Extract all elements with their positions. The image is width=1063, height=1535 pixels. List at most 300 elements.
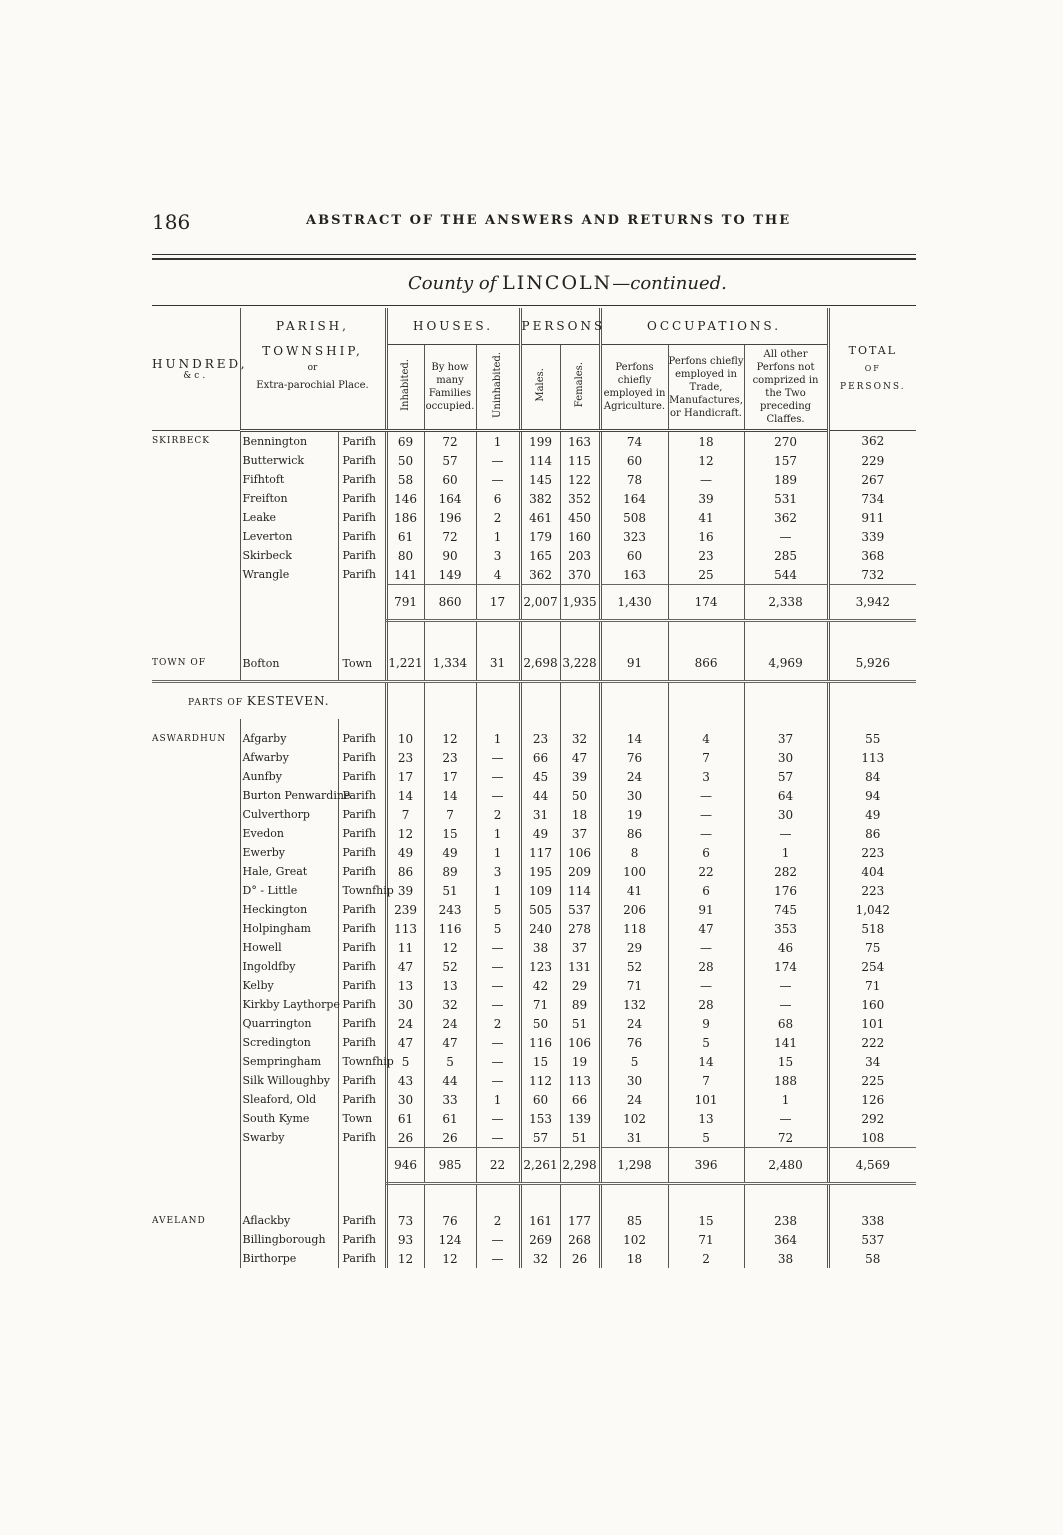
agriculture-value: 102 [600, 1230, 668, 1249]
males-value: 269 [520, 1230, 560, 1249]
uninhabited-value: 1 [476, 729, 520, 748]
total-value: 537 [828, 1230, 916, 1249]
agriculture-value: 71 [600, 976, 668, 995]
blank-cell [338, 621, 386, 647]
males-value: 117 [520, 843, 560, 862]
males-value: 50 [520, 1014, 560, 1033]
inhabited-value: 12 [386, 1249, 424, 1268]
females-value: 26 [560, 1249, 600, 1268]
table-row [152, 1211, 916, 1230]
blank-cell [240, 621, 338, 647]
females-value: 106 [560, 843, 600, 862]
total-value: 518 [828, 919, 916, 938]
place-name: Sleaford, Old [240, 1090, 338, 1109]
total-value: 101 [828, 1014, 916, 1033]
subtotal-uninhabited: 17 [476, 585, 520, 621]
total-value: 34 [828, 1052, 916, 1071]
table-row [152, 527, 916, 546]
place-kind: Parifh [338, 995, 386, 1014]
uninhabited-value: — [476, 786, 520, 805]
agriculture-value: 14 [600, 729, 668, 748]
total-value: 225 [828, 1071, 916, 1090]
trade-value: 13 [668, 1109, 744, 1128]
trade-value: — [668, 976, 744, 995]
blank-cell [152, 1148, 240, 1184]
hundred-cell [152, 805, 240, 824]
inhabited-value: 30 [386, 995, 424, 1014]
inhabited-value: 23 [386, 748, 424, 767]
males-value: 461 [520, 508, 560, 527]
table-row [152, 1128, 916, 1148]
hundred-cell [152, 470, 240, 489]
families-value: 23 [424, 748, 476, 767]
place-kind: Parifh [338, 957, 386, 976]
place-name: Burton Penwardine [240, 786, 338, 805]
blank-cell [828, 719, 916, 729]
families-value: 116 [424, 919, 476, 938]
females-value: 18 [560, 805, 600, 824]
hundred-cell [152, 748, 240, 767]
families-value: 7 [424, 805, 476, 824]
place-name: Birthorpe [240, 1249, 338, 1268]
other-value: 1 [744, 1090, 828, 1109]
other-value: 362 [744, 508, 828, 527]
blank-cell [386, 682, 424, 720]
hundred-cell: ASWARDHUN [152, 733, 227, 744]
agriculture-value: 323 [600, 527, 668, 546]
place-kind: Parifh [338, 1071, 386, 1090]
total-value: 368 [828, 546, 916, 565]
other-value: 72 [744, 1128, 828, 1148]
place-name: Afwarby [240, 748, 338, 767]
agriculture-value: 5 [600, 1052, 668, 1071]
inhabited-value: 17 [386, 767, 424, 786]
subtotal-agriculture: 1,430 [600, 585, 668, 621]
blank-cell [152, 585, 240, 621]
other-value: 282 [744, 862, 828, 881]
females-value: 51 [560, 1128, 600, 1148]
other-value: 189 [744, 470, 828, 489]
subtotal-agriculture: 1,298 [600, 1148, 668, 1184]
col-parish-title [240, 308, 386, 345]
agriculture-value: 164 [600, 489, 668, 508]
col-total-line3: PERSONS. [840, 382, 906, 392]
place-kind: Parifh [338, 1090, 386, 1109]
place-name: Aflackby [240, 1211, 338, 1230]
females-value: 163 [560, 431, 600, 452]
agriculture-value: 76 [600, 748, 668, 767]
inhabited-value: 61 [386, 1109, 424, 1128]
place-name: Bofton [240, 646, 338, 682]
subtotal-other: 2,338 [744, 585, 828, 621]
header-rule-top [152, 254, 916, 255]
males-value: 49 [520, 824, 560, 843]
hundred-cell [152, 976, 240, 995]
families-value: 5 [424, 1052, 476, 1071]
trade-value: 6 [668, 843, 744, 862]
hundred-cell [152, 508, 240, 527]
trade-value: 23 [668, 546, 744, 565]
county-suffix: —continued. [612, 273, 727, 294]
place-name: Swarby [240, 1128, 338, 1148]
trade-value: — [668, 824, 744, 843]
trade-value: 14 [668, 1052, 744, 1071]
place-kind: Parifh [338, 1033, 386, 1052]
other-value: 64 [744, 786, 828, 805]
families-value: 44 [424, 1071, 476, 1090]
col-parish-line1: PARISH, [276, 319, 349, 334]
place-kind: Parifh [338, 1249, 386, 1268]
place-name: Skirbeck [240, 546, 338, 565]
females-value: 352 [560, 489, 600, 508]
females-value: 51 [560, 1014, 600, 1033]
trade-value: 7 [668, 748, 744, 767]
females-value: 32 [560, 729, 600, 748]
col-total-line1: TOTAL [848, 344, 897, 357]
col-trade: Perfons chiefly employed in Trade, Manufactures, or Handicraft. [668, 345, 744, 431]
agriculture-value: 18 [600, 1249, 668, 1268]
place-name: Freifton [240, 489, 338, 508]
running-head: ABSTRACT OF THE ANSWERS AND RETURNS TO THE [306, 213, 792, 228]
col-families: By how many Families occupied. [424, 345, 476, 431]
uninhabited-value: — [476, 1230, 520, 1249]
subtotal-total: 3,942 [828, 585, 916, 621]
agriculture-value: 24 [600, 1090, 668, 1109]
trade-value: 47 [668, 919, 744, 938]
table-row [152, 489, 916, 508]
uninhabited-value: 1 [476, 881, 520, 900]
table-row [152, 900, 916, 919]
other-value: 38 [744, 1249, 828, 1268]
blank-cell [520, 719, 560, 729]
other-value: 285 [744, 546, 828, 565]
blank-cell [240, 585, 338, 621]
place-kind: Parifh [338, 1211, 386, 1230]
subtotal-families: 985 [424, 1148, 476, 1184]
families-value: 14 [424, 786, 476, 805]
inhabited-value: 86 [386, 862, 424, 881]
place-kind: Townfhip [338, 881, 386, 900]
other-value: 15 [744, 1052, 828, 1071]
families-value: 24 [424, 1014, 476, 1033]
females-value: 268 [560, 1230, 600, 1249]
place-name: Scredington [240, 1033, 338, 1052]
hundred-cell [152, 565, 240, 585]
place-name: Culverthorp [240, 805, 338, 824]
males-value: 199 [520, 431, 560, 452]
males-value: 165 [520, 546, 560, 565]
uninhabited-value: 1 [476, 824, 520, 843]
families-value: 72 [424, 527, 476, 546]
inhabited-value: 113 [386, 919, 424, 938]
place-name: Quarrington [240, 1014, 338, 1033]
uninhabited-value: 2 [476, 805, 520, 824]
trade-value: 5 [668, 1128, 744, 1148]
trade-value: 4 [668, 729, 744, 748]
hundred-cell [152, 527, 240, 546]
agriculture-value: 206 [600, 900, 668, 919]
total-value: 5,926 [828, 646, 916, 682]
blank-cell [600, 719, 668, 729]
females-value: 537 [560, 900, 600, 919]
blank-cell [600, 1184, 668, 1212]
total-value: 734 [828, 489, 916, 508]
other-value: — [744, 976, 828, 995]
uninhabited-value: — [476, 957, 520, 976]
census-table [152, 308, 916, 1268]
agriculture-value: 52 [600, 957, 668, 976]
inhabited-value: 50 [386, 451, 424, 470]
col-other: All other Perfons not comprized in the Two preceding Claffes. [744, 345, 828, 431]
total-value: 223 [828, 881, 916, 900]
agriculture-value: 163 [600, 565, 668, 585]
males-value: 112 [520, 1071, 560, 1090]
place-name: Sempringham [240, 1052, 338, 1071]
uninhabited-value: 1 [476, 1090, 520, 1109]
place-kind: Parifh [338, 900, 386, 919]
place-kind: Parifh [338, 843, 386, 862]
males-value: 66 [520, 748, 560, 767]
table-row [152, 1109, 916, 1128]
trade-value: 22 [668, 862, 744, 881]
males-value: 23 [520, 729, 560, 748]
inhabited-value: 12 [386, 824, 424, 843]
total-value: 254 [828, 957, 916, 976]
trade-value: 28 [668, 995, 744, 1014]
place-name: Heckington [240, 900, 338, 919]
females-value: 114 [560, 881, 600, 900]
table-row [152, 938, 916, 957]
blank-cell [560, 682, 600, 720]
table-row [152, 546, 916, 565]
blank-cell [152, 719, 240, 729]
females-value: 47 [560, 748, 600, 767]
males-value: 145 [520, 470, 560, 489]
hundred-cell [152, 824, 240, 843]
hundred-cell [152, 1249, 240, 1268]
place-name: Ewerby [240, 843, 338, 862]
hundred-cell [152, 843, 240, 862]
males-value: 45 [520, 767, 560, 786]
uninhabited-value: 3 [476, 546, 520, 565]
place-kind: Parifh [338, 805, 386, 824]
place-kind: Parifh [338, 470, 386, 489]
table-row [152, 957, 916, 976]
total-value: 338 [828, 1211, 916, 1230]
blank-cell [338, 1148, 386, 1184]
hundred-cell [152, 881, 240, 900]
place-name: Aunfby [240, 767, 338, 786]
total-value: 160 [828, 995, 916, 1014]
families-value: 32 [424, 995, 476, 1014]
uninhabited-value: — [476, 1071, 520, 1090]
blank-cell [152, 1184, 240, 1212]
inhabited-value: 49 [386, 843, 424, 862]
section-heading [152, 682, 386, 720]
agriculture-value: 30 [600, 1071, 668, 1090]
hundred-cell [152, 1052, 240, 1071]
families-value: 124 [424, 1230, 476, 1249]
subtotal-inhabited: 791 [386, 585, 424, 621]
blank-cell [668, 1184, 744, 1212]
uninhabited-value: — [476, 938, 520, 957]
blank-cell [338, 1184, 386, 1212]
subtotal-uninhabited: 22 [476, 1148, 520, 1184]
uninhabited-value: 4 [476, 565, 520, 585]
trade-value: 866 [668, 646, 744, 682]
table-row [152, 646, 916, 682]
census-body [152, 431, 916, 1269]
females-value: 115 [560, 451, 600, 470]
agriculture-value: 60 [600, 451, 668, 470]
families-value: 60 [424, 470, 476, 489]
table-row [152, 508, 916, 527]
place-kind: Parifh [338, 1014, 386, 1033]
trade-value: 25 [668, 565, 744, 585]
spacer-row [152, 1184, 916, 1212]
place-name: Butterwick [240, 451, 338, 470]
females-value: 3,228 [560, 646, 600, 682]
table-row [152, 1071, 916, 1090]
table-row [152, 1090, 916, 1109]
females-value: 139 [560, 1109, 600, 1128]
families-value: 12 [424, 1249, 476, 1268]
families-value: 164 [424, 489, 476, 508]
hundred-cell [152, 1033, 240, 1052]
families-value: 13 [424, 976, 476, 995]
agriculture-value: 102 [600, 1109, 668, 1128]
table-row [152, 843, 916, 862]
females-value: 29 [560, 976, 600, 995]
trade-value: 9 [668, 1014, 744, 1033]
total-value: 339 [828, 527, 916, 546]
males-value: 60 [520, 1090, 560, 1109]
place-name: South Kyme [240, 1109, 338, 1128]
blank-cell [476, 621, 520, 647]
place-name: Evedon [240, 824, 338, 843]
col-houses: HOUSES. [386, 308, 520, 345]
agriculture-value: 76 [600, 1033, 668, 1052]
subtotal-inhabited: 946 [386, 1148, 424, 1184]
trade-value: 91 [668, 900, 744, 919]
families-value: 15 [424, 824, 476, 843]
trade-value: — [668, 938, 744, 957]
males-value: 240 [520, 919, 560, 938]
col-uninhabited [476, 345, 520, 431]
place-kind: Parifh [338, 919, 386, 938]
col-persons: PERSONS [520, 308, 600, 345]
total-value: 113 [828, 748, 916, 767]
uninhabited-value: 5 [476, 900, 520, 919]
place-kind: Parifh [338, 862, 386, 881]
agriculture-value: 86 [600, 824, 668, 843]
families-value: 89 [424, 862, 476, 881]
other-value: — [744, 824, 828, 843]
males-value: 123 [520, 957, 560, 976]
blank-cell [744, 719, 828, 729]
families-value: 90 [424, 546, 476, 565]
blank-cell [560, 719, 600, 729]
blank-cell [386, 719, 424, 729]
agriculture-value: 132 [600, 995, 668, 1014]
males-value: 31 [520, 805, 560, 824]
hundred-cell [152, 938, 240, 957]
hundred-cell [152, 957, 240, 976]
trade-value: 41 [668, 508, 744, 527]
blank-cell [668, 682, 744, 720]
total-value: 292 [828, 1109, 916, 1128]
other-value: 57 [744, 767, 828, 786]
inhabited-value: 24 [386, 1014, 424, 1033]
blank-cell [744, 1184, 828, 1212]
agriculture-value: 74 [600, 431, 668, 452]
inhabited-value: 1,221 [386, 646, 424, 682]
inhabited-value: 10 [386, 729, 424, 748]
total-value: 267 [828, 470, 916, 489]
blank-cell [520, 1184, 560, 1212]
place-name: Howell [240, 938, 338, 957]
total-value: 86 [828, 824, 916, 843]
hundred-cell [152, 1014, 240, 1033]
agriculture-value: 19 [600, 805, 668, 824]
place-name: Leverton [240, 527, 338, 546]
col-uninhabited-label: Uninhabited. [492, 351, 504, 419]
place-kind: Parifh [338, 565, 386, 585]
blank-cell [600, 682, 668, 720]
place-kind: Parifh [338, 976, 386, 995]
families-value: 196 [424, 508, 476, 527]
families-value: 57 [424, 451, 476, 470]
other-value: 174 [744, 957, 828, 976]
males-value: 38 [520, 938, 560, 957]
females-value: 209 [560, 862, 600, 881]
hundred-cell [152, 489, 240, 508]
other-value: 37 [744, 729, 828, 748]
place-name: D° - Little [240, 881, 338, 900]
males-value: 382 [520, 489, 560, 508]
blank-cell [828, 621, 916, 647]
place-kind: Parifh [338, 729, 386, 748]
col-total [828, 308, 916, 431]
females-value: 160 [560, 527, 600, 546]
females-value: 50 [560, 786, 600, 805]
table-row [152, 976, 916, 995]
other-value: 531 [744, 489, 828, 508]
families-value: 49 [424, 843, 476, 862]
females-value: 39 [560, 767, 600, 786]
inhabited-value: 5 [386, 1052, 424, 1071]
col-males [520, 345, 560, 431]
page-number: 186 [152, 210, 191, 234]
females-value: 19 [560, 1052, 600, 1071]
other-value: — [744, 527, 828, 546]
place-kind: Townfhip [338, 1052, 386, 1071]
families-value: 243 [424, 900, 476, 919]
table-row [152, 1014, 916, 1033]
families-value: 149 [424, 565, 476, 585]
inhabited-value: 239 [386, 900, 424, 919]
other-value: 4,969 [744, 646, 828, 682]
place-name: Fifhtoft [240, 470, 338, 489]
blank-cell [152, 621, 240, 647]
uninhabited-value: — [476, 1128, 520, 1148]
hundred-cell [152, 786, 240, 805]
place-kind: Parifh [338, 431, 386, 452]
uninhabited-value: 1 [476, 843, 520, 862]
blank-cell [476, 682, 520, 720]
blank-cell [476, 719, 520, 729]
subtotal-males: 2,007 [520, 585, 560, 621]
